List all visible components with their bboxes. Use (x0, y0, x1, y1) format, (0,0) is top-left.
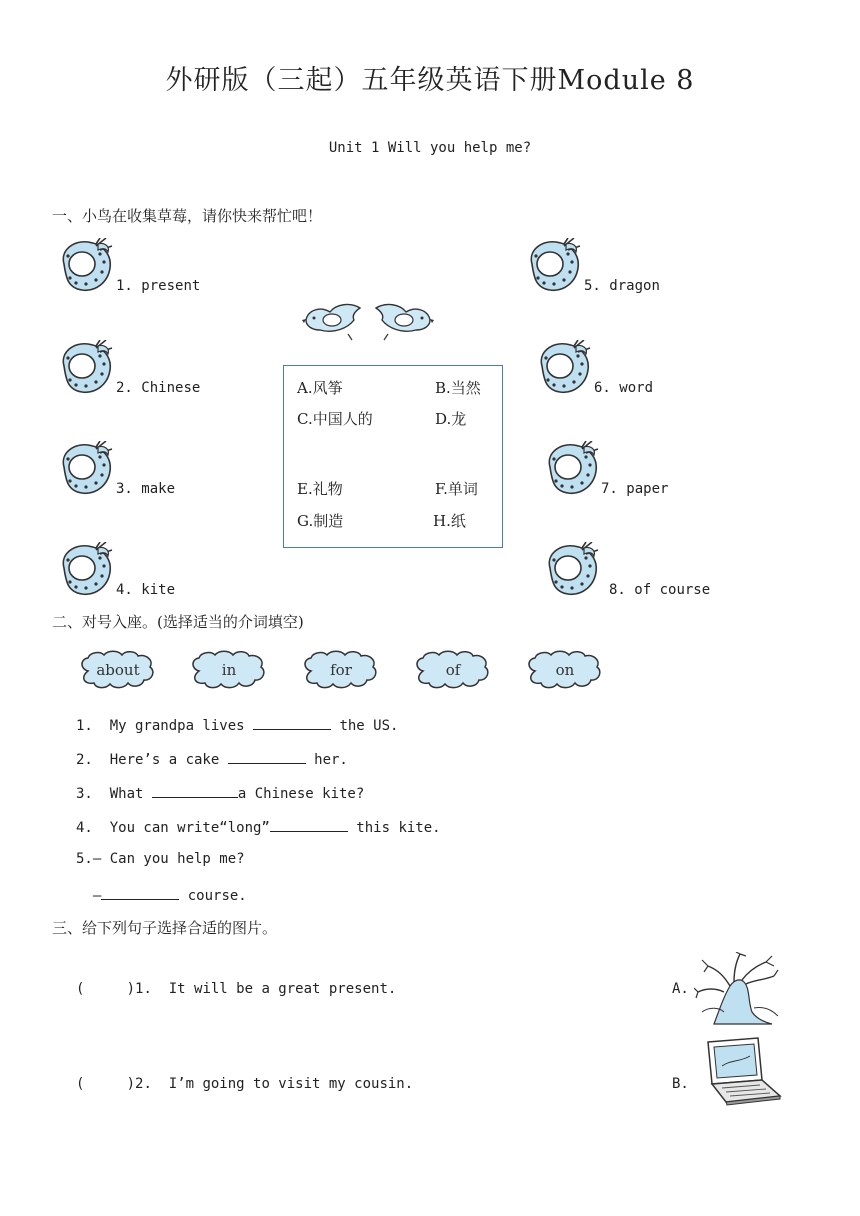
answer-paren[interactable]: ( ) (76, 1076, 136, 1092)
cloud-of (413, 649, 493, 693)
question-5-reply: — course. (76, 885, 247, 904)
tree-icon (694, 952, 780, 1026)
option-a: A.风筝 (297, 379, 343, 397)
cloud-for (301, 649, 381, 693)
strawberry-icon (56, 441, 114, 497)
strawberry-icon (534, 340, 592, 396)
strawberry-icon (542, 441, 600, 497)
answer-blank[interactable] (101, 885, 179, 900)
question-4: 4. You can write“long” this kite. (76, 817, 441, 836)
option-e: E.礼物 (297, 480, 343, 498)
option-b: B.当然 (435, 379, 481, 397)
svg-text:for: for (330, 661, 352, 679)
unit-subtitle: Unit 1 Will you help me? (328, 140, 532, 156)
word-item-2: 2. Chinese (116, 380, 201, 396)
laptop-icon (700, 1036, 782, 1106)
answer-blank[interactable] (253, 715, 331, 730)
answer-blank[interactable] (228, 749, 306, 764)
strawberry-icon (56, 238, 114, 294)
word-item-4: 4. kite (116, 582, 176, 598)
question-3: 3. What a Chinese kite? (76, 783, 364, 802)
word-item-3: 3. make (116, 481, 176, 497)
word-item-6: 6. word (594, 380, 654, 396)
match-item-1: ( )1. It will be a great present. (76, 981, 397, 997)
option-h: H.纸 (433, 512, 466, 530)
strawberry-icon (542, 542, 600, 598)
question-5: 5.— Can you help me? (76, 851, 245, 867)
section-3-heading: 三、给下列句子选择合适的图片。 (52, 919, 278, 937)
cloud-about (78, 649, 158, 693)
strawberry-icon (56, 542, 114, 598)
answer-blank[interactable] (152, 783, 238, 798)
answer-paren[interactable]: ( ) (76, 981, 136, 997)
word-item-1: 1. present (116, 278, 201, 294)
word-item-5: 5. dragon (584, 278, 660, 294)
section-2-heading: 二、对号入座。(选择适当的介词填空) (52, 613, 304, 631)
cloud-on (525, 649, 605, 693)
section-1-heading: 一、小鸟在收集草莓，请你快来帮忙吧！ (52, 207, 323, 225)
option-d: D.龙 (435, 410, 467, 428)
svg-text:in: in (221, 661, 237, 679)
answer-blank[interactable] (270, 817, 348, 832)
match-item-2: ( )2. I’m going to visit my cousin. (76, 1076, 414, 1092)
question-1: 1. My grandpa lives the US. (76, 715, 398, 734)
word-item-7: 7. paper (601, 481, 669, 497)
svg-text:on: on (555, 661, 575, 679)
option-f: F.单词 (435, 480, 478, 498)
question-2: 2. Here’s a cake her. (76, 749, 348, 768)
cloud-in (189, 649, 269, 693)
page-title: 外研版（三起）五年级英语下册Module 8 (165, 65, 695, 96)
option-label-b: B. (672, 1076, 689, 1092)
birds-icon (300, 300, 436, 342)
svg-text:of: of (445, 661, 461, 679)
option-label-a: A. (672, 981, 689, 997)
option-g: G.制造 (297, 512, 344, 530)
word-item-8: 8. of course (609, 582, 711, 598)
strawberry-icon (524, 238, 582, 294)
strawberry-icon (56, 340, 114, 396)
option-c: C.中国人的 (297, 410, 373, 428)
svg-text:about: about (96, 661, 140, 679)
